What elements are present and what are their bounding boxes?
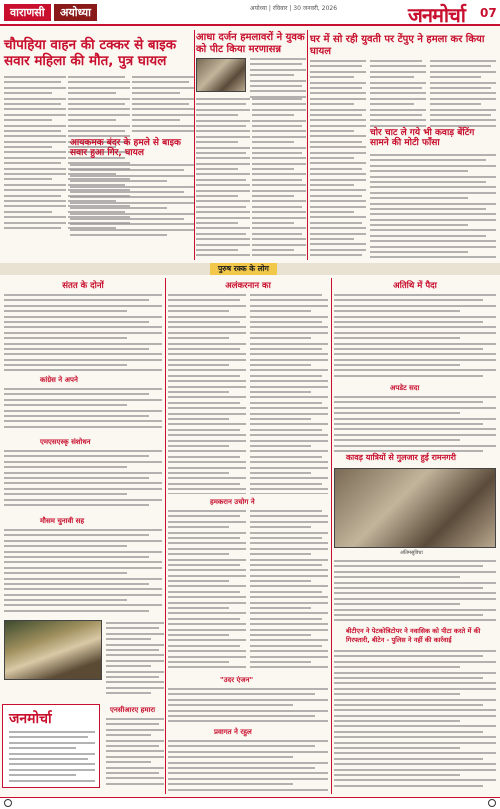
right-story-body-2 <box>370 60 426 130</box>
column2-heading: अलंकरनान का <box>225 281 271 291</box>
column1-body-6 <box>106 718 164 792</box>
newspaper-logo: जनमोर्चा <box>408 3 465 27</box>
mid-story-body <box>196 98 250 258</box>
divider-rule <box>331 278 332 794</box>
newspaper-ad <box>2 704 100 788</box>
column3-subhead-4: बीटीएन ने पेटकोत्रिटोपर ने नवासिक को पीटा करते में की गिरफ्तारी, बीटेन - पुलिस ने नहीं की कार्रवाई <box>346 627 481 644</box>
mid-story-body-2 <box>252 98 306 258</box>
column2-body-3 <box>168 510 246 670</box>
column3-photo-headline: कावड़ यात्रियों से गुलजार हुई रामनगरी <box>346 453 456 462</box>
mid-photo-side-text <box>250 58 306 98</box>
masthead <box>0 0 500 26</box>
column1-heading: संतत के दोनों <box>62 281 104 291</box>
divider-rule <box>194 30 195 260</box>
column2-body-6 <box>168 740 328 794</box>
column3-heading: अतिथि में पैदा <box>393 281 437 291</box>
section-band-title: पुरुष रक्क के लोग <box>210 263 277 275</box>
right-story-body <box>310 60 366 260</box>
theft-story-body <box>370 154 496 258</box>
section-tag-varanasi: वाराणसी <box>4 4 51 21</box>
registration-mark-icon <box>488 799 496 807</box>
section-tag-ayodhya: अयोध्या <box>54 4 97 21</box>
lead-story-body <box>4 76 66 236</box>
right-headline: घर में सो रही युवती पर टेंपुए ने हमला कर किया घायल <box>310 34 485 57</box>
column1-body-5 <box>106 622 164 702</box>
column3-body-2 <box>334 396 496 456</box>
column1-body-4 <box>4 529 162 619</box>
column3-subhead-1: अपडेट सदा <box>390 384 420 392</box>
column1-subhead-3: मौसम चुनावी सह <box>40 517 85 525</box>
column2-body-5 <box>168 688 328 724</box>
column2-body-4 <box>250 510 328 670</box>
column2-subhead-2: "उदर एंजन" <box>220 676 254 684</box>
column1-subhead-4: एनसीआरए हमारा <box>110 706 156 714</box>
column1-body-3 <box>4 450 162 514</box>
divider-rule <box>165 278 166 794</box>
column1-body-2 <box>4 388 162 434</box>
column3-photo <box>334 468 496 548</box>
column1-photo <box>4 620 102 680</box>
ad-text <box>9 731 95 785</box>
column1-subhead-2: एमएसएस्कृ संशोधन <box>40 438 91 446</box>
story-photo <box>196 58 246 92</box>
right-story-body-3 <box>430 60 496 130</box>
issue-meta: अयोध्या | रविवार | 30 जनवरी, 2026 <box>250 5 338 12</box>
column1-subhead-1: कांग्रेस ने अपने <box>40 376 78 384</box>
sub-headline-monkey-attack: आयकमक बंदर के हमले से बाइक सवार हुआ गिर, घायल <box>70 138 181 159</box>
column3-body-3 <box>334 560 496 624</box>
column1-body <box>4 294 162 374</box>
monkey-story-body <box>70 164 194 236</box>
ad-logo: जनमोर्चा <box>9 711 52 727</box>
mid-headline: आधा दर्जन हमलावरों ने युवक को पीट किया मरणासन्न <box>196 32 305 55</box>
sub-headline-theft: चोर चाट ले गये भी कवाड़ बेंटिंग सामने की मोटी फाँसा <box>370 128 475 149</box>
column3-photo-caption: अंतिमसुविधा <box>400 550 423 556</box>
column3-body-4 <box>334 650 496 794</box>
divider-rule <box>307 30 308 260</box>
column2-body <box>168 294 246 494</box>
lead-headline: चौपहिया वाहन की टक्कर से बाइक सवार महिला की मौत, पुत्र घायल <box>4 37 177 69</box>
lead-story-body-3 <box>132 76 194 136</box>
page-number: 07 <box>480 6 497 20</box>
column2-subhead-3: प्रवागत ने रहुल <box>214 728 252 736</box>
column2-subhead-1: हमकरान उचोग ने <box>210 498 255 506</box>
page-footer <box>0 797 500 809</box>
registration-mark-icon <box>4 799 12 807</box>
column2-body-2 <box>250 294 328 494</box>
column3-body <box>334 294 496 380</box>
